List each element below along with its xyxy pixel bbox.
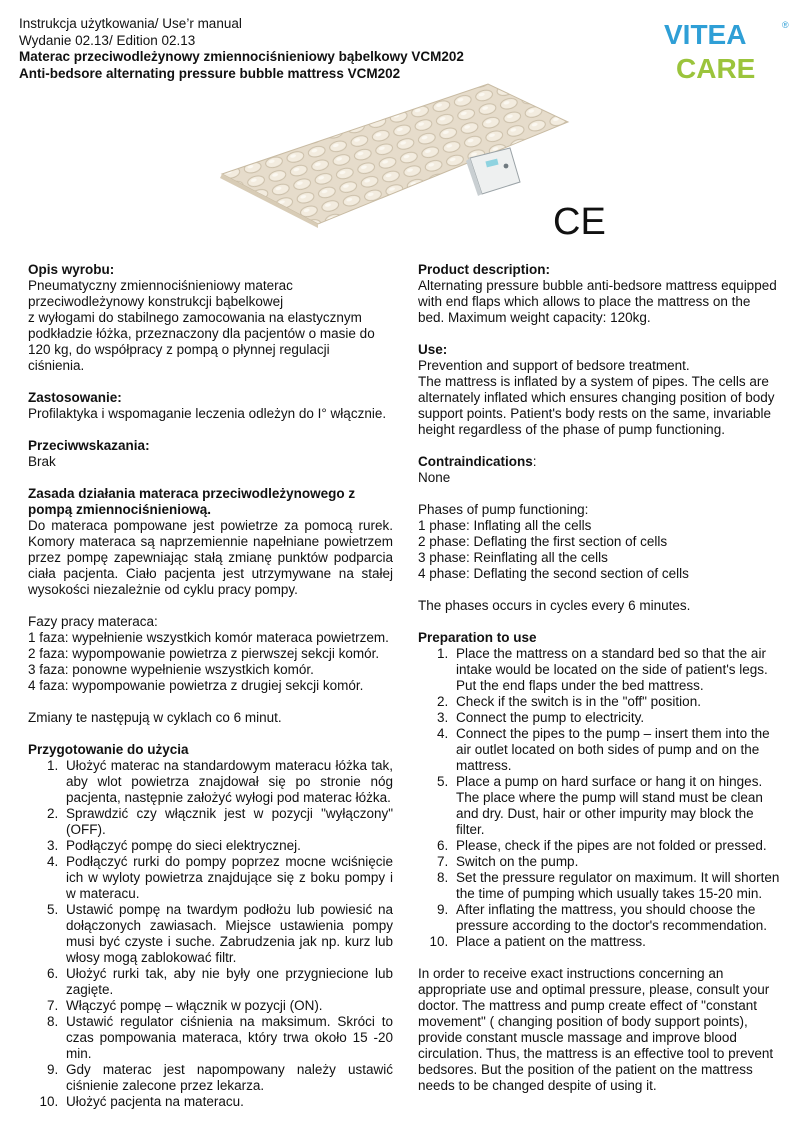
mattress-image bbox=[220, 82, 570, 227]
principle-text-pl: Do materaca pompowane jest powietrze za pomocą rurek. Komory materaca są naprzemiennie napełniane powietrzem przez pompę zapewniając stałą zmianę punktów podparcia ciała pacjenta. Ciało pacjenta jest utrzymywane na stałej wysokości niezależnie od cyklu pracy pompy. bbox=[28, 518, 393, 597]
prep-step-en: 9. After inflating the mattress, you should choose the pressure according to the doctor's recommendation. bbox=[452, 902, 780, 934]
logo-bottom-text: CARE bbox=[676, 53, 756, 84]
contraindications-text-pl: Brak bbox=[28, 454, 56, 469]
description-line-5-pl: 120 kg, do współpracy z pompą o płynnej regulacji bbox=[28, 342, 330, 357]
prep-step-pl: 3. Podłączyć pompę do sieci elektrycznej. bbox=[62, 838, 393, 854]
use-heading-en: Use: bbox=[418, 342, 448, 357]
logo-top-text: VITEA bbox=[664, 19, 747, 50]
ce-mark bbox=[553, 200, 606, 243]
cycle-text-pl: Zmiany te następują w cyklach co 6 minut. bbox=[28, 710, 282, 725]
phase-1-pl: 1 faza: wypełnienie wszystkich komór materaca powietrzem. bbox=[28, 630, 389, 645]
use-text-pl: Profilaktyka i wspomaganie leczenia odleżyn do I° włącznie. bbox=[28, 406, 387, 421]
description-line-6-pl: ciśnienia. bbox=[28, 358, 85, 373]
prep-step-en: 6. Please, check if the pipes are not folded or pressed. bbox=[452, 838, 780, 854]
description-line-2-pl: przeciwodleżynowy konstrukcji bąbelkowej bbox=[28, 294, 284, 309]
polish-column bbox=[28, 262, 393, 1110]
cycle-text-en: The phases occurs in cycles every 6 minutes. bbox=[418, 598, 691, 613]
contraindications-text-en: None bbox=[418, 470, 451, 485]
contraindications-colon-en: : bbox=[532, 454, 537, 469]
vitea-care-logo bbox=[660, 16, 794, 84]
phase-4-pl: 4 faza: wypompowanie powietrza z drugiej sekcji komór. bbox=[28, 678, 364, 693]
phase-4-en: 4 phase: Deflating the second section of cells bbox=[418, 566, 689, 581]
description-line-1-pl: Pneumatyczny zmiennociśnieniowy materac bbox=[28, 278, 293, 293]
prep-step-pl: 6. Ułożyć rurki tak, aby nie były one przygniecione lub zagięte. bbox=[62, 966, 393, 998]
manual-title: Instrukcja użytkowania/ Use’r manual bbox=[19, 16, 242, 31]
prep-step-en: 4. Connect the pipes to the pump – insert them into the air outlet located on both sides of pump and on the mattress. bbox=[452, 726, 780, 774]
contraindications-heading-pl: Przeciwwskazania: bbox=[28, 438, 150, 453]
phase-2-pl: 2 faza: wypompowanie powietrza z pierwszej sekcji komór. bbox=[28, 646, 380, 661]
use-text-en: The mattress is inflated by a system of pipes. The cells are alternately inflated which ensures changing position of body support points. Patient's body rests on the same, invariable height regardless of the phase of pump functioning. bbox=[418, 374, 775, 437]
description-text-en: Alternating pressure bubble anti-bedsore mattress equipped with end flaps which allows to place the mattress on the bed. Maximum weight capacity: 120kg. bbox=[418, 278, 777, 325]
prep-step-en: 5. Place a pump on hard surface or hang it on hinges. The place where the pump will stand must be clean and dry. Dust, hair or other impurity may block the filter. bbox=[452, 774, 780, 838]
principle-heading-pl: Zasada działania materaca przeciwodleżynowego z pompą zmiennociśnieniową. bbox=[28, 486, 356, 517]
prep-step-en: 8. Set the pressure regulator on maximum. It will shorten the time of pumping which usually takes 15-20 min. bbox=[452, 870, 780, 902]
preparation-steps-en bbox=[418, 646, 780, 950]
description-line-4-pl: podkładzie łóżka, przeznaczony dla pacjentów o masie do bbox=[28, 326, 375, 341]
product-title-pl: Materac przeciwodleżynowy zmiennociśnieniowy bąbelkowy VCM202 bbox=[19, 49, 464, 64]
prep-step-pl: 9. Gdy materac jest napompowany należy ustawić ciśnienie zalecone przez lekarza. bbox=[62, 1062, 393, 1094]
registered-mark: ® bbox=[782, 20, 789, 30]
prep-step-en: 3. Connect the pump to electricity. bbox=[452, 710, 780, 726]
phase-2-en: 2 phase: Deflating the first section of cells bbox=[418, 534, 668, 549]
prep-step-en: 2. Check if the switch is in the "off" position. bbox=[452, 694, 780, 710]
phases-heading-pl: Fazy pracy materaca: bbox=[28, 614, 158, 629]
prep-step-pl: 1. Ułożyć materac na standardowym materacu łóżka tak, aby wlot powietrza znajdował się po stronie nóg pacjenta, następnie założyć wyłogi pod materac łóżka. bbox=[62, 758, 393, 806]
ce-mark-text: CE bbox=[553, 201, 606, 243]
prep-step-en: 1. Place the mattress on a standard bed so that the air intake would be located on the side of patient's legs. Put the end flaps under the bed mattress. bbox=[452, 646, 780, 694]
contraindications-label-en: Contraindications bbox=[418, 454, 533, 469]
prep-step-pl: 4. Podłączyć rurki do pompy poprzez mocne wciśnięcie ich w wyloty powietrza znajdujące się z boku pompy i w materacu. bbox=[62, 854, 393, 902]
prep-step-en: 7. Switch on the pump. bbox=[452, 854, 780, 870]
contraindications-heading-en bbox=[418, 454, 780, 470]
description-line-3-pl: z wyłogami do stabilnego zamocowania na elastycznym bbox=[28, 310, 362, 325]
prep-step-pl: 2. Sprawdzić czy włącznik jest w pozycji "wyłączony" (OFF). bbox=[62, 806, 393, 838]
preparation-heading-en: Preparation to use bbox=[418, 630, 537, 645]
phase-3-pl: 3 faza: ponowne wypełnienie wszystkich komór. bbox=[28, 662, 314, 677]
description-heading-pl: Opis wyrobu: bbox=[28, 262, 115, 277]
english-column bbox=[418, 262, 780, 1094]
preparation-steps-pl bbox=[28, 758, 393, 1110]
phase-3-en: 3 phase: Reinflating all the cells bbox=[418, 550, 608, 565]
product-title-en: Anti-bedsore alternating pressure bubble mattress VCM202 bbox=[19, 65, 401, 81]
phase-1-en: 1 phase: Inflating all the cells bbox=[418, 518, 592, 533]
prep-step-en: 10. Place a patient on the mattress. bbox=[452, 934, 780, 950]
preparation-heading-pl: Przygotowanie do użycia bbox=[28, 742, 189, 757]
description-heading-en: Product description: bbox=[418, 262, 551, 277]
closing-text-en: In order to receive exact instructions concerning an appropriate use and optimal pressure, please, consult your doctor. The mattress and pump create effect of "constant movement" ( changing position of body support points), provide constant muscle massage and improve blood circulation. Thus, the mattress is an effective tool to prevent bedsores. But the position of the patient on the mattress needs to be changed despite of using it. bbox=[418, 966, 774, 1093]
prep-step-pl: 5. Ustawić pompę na twardym podłożu lub powiesić na dołączonych zawiasach. Miejsce ustawienia pompy musi być czyste i suche. Zabrudzenia jak np. kurz lub włosy mogą zablokować filtr. bbox=[62, 902, 393, 966]
use-line-en: Prevention and support of bedsore treatment. bbox=[418, 358, 690, 373]
use-heading-pl: Zastosowanie: bbox=[28, 390, 122, 405]
edition-line: Wydanie 02.13/ Edition 02.13 bbox=[19, 32, 196, 48]
document-header bbox=[19, 16, 579, 82]
prep-step-pl: 8. Ustawić regulator ciśnienia na maksimum. Skróci to czas pompowania materaca, który trwa około 15 -20 min. bbox=[62, 1014, 393, 1062]
phases-heading-en: Phases of pump functioning: bbox=[418, 502, 589, 517]
prep-step-pl: 10. Ułożyć pacjenta na materacu. bbox=[62, 1094, 393, 1110]
prep-step-pl: 7. Włączyć pompę – włącznik w pozycji (ON). bbox=[62, 998, 393, 1014]
